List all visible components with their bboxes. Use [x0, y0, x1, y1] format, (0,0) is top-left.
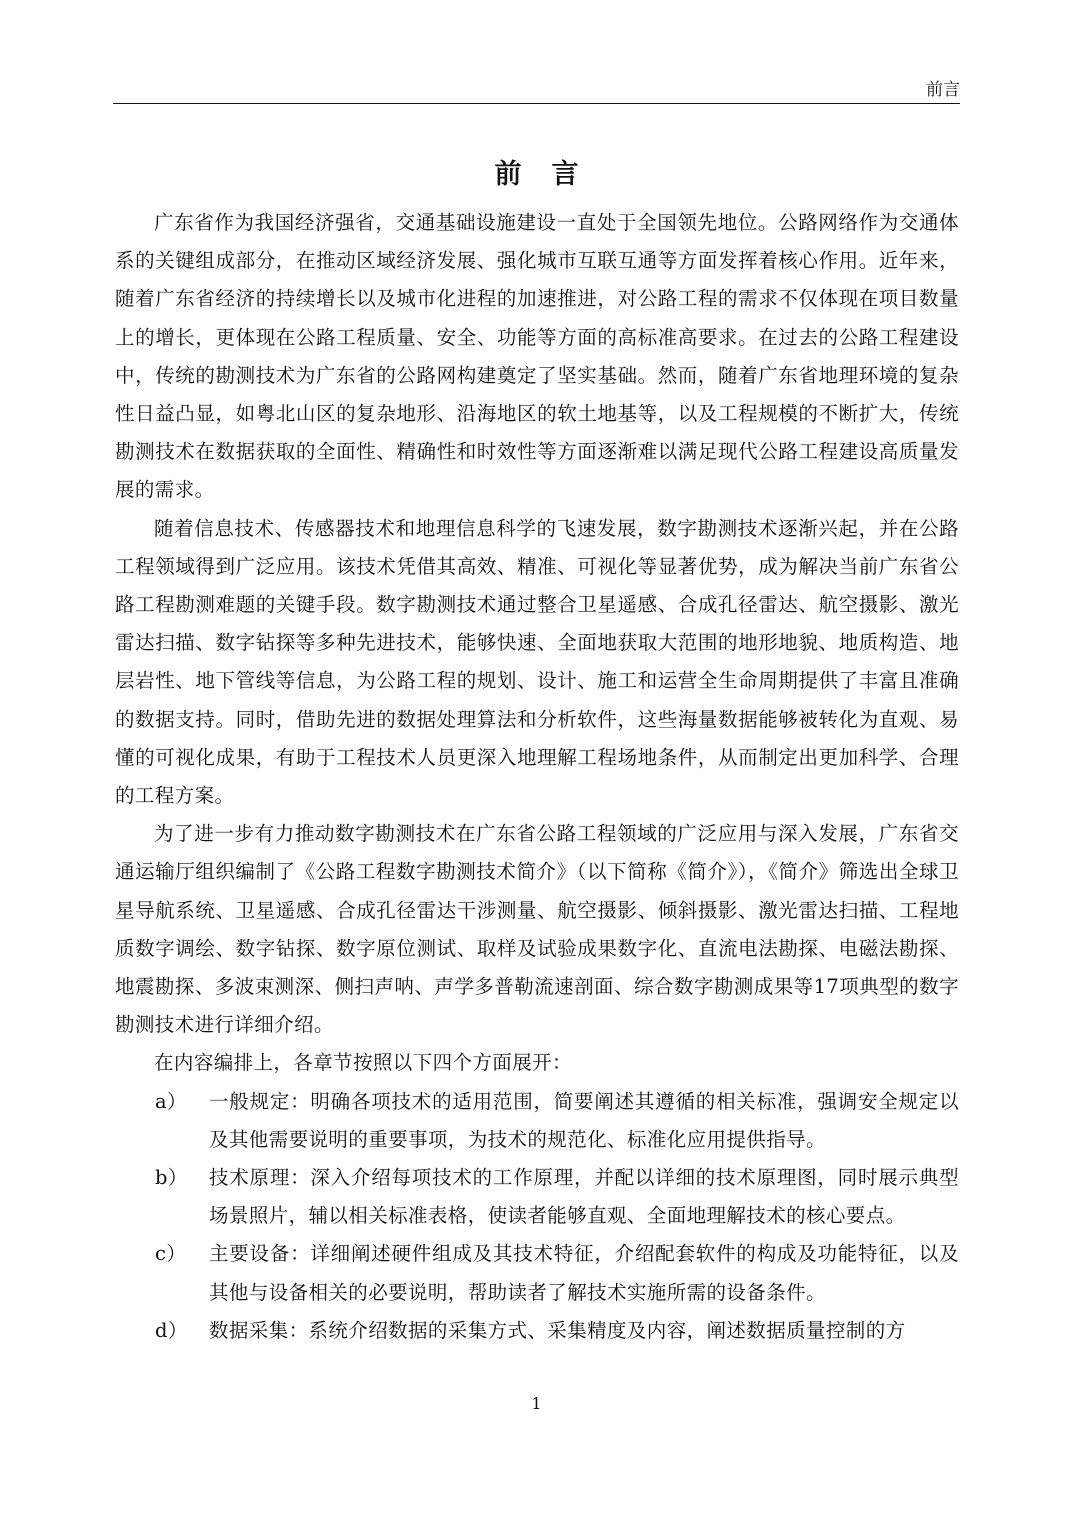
list-marker: a）	[155, 1089, 187, 1113]
list-item-text: 一般规定：明确各项技术的适用范围，简要阐述其遵循的相关标准，强调安全规定以及其他需要说明的重要事项，为技术的规范化、标准化应用提供指导。	[209, 1089, 959, 1151]
running-header: 前言	[926, 80, 960, 100]
list-item-general-rules	[115, 1083, 959, 1159]
header-divider	[113, 103, 960, 104]
list-marker: c）	[155, 1242, 187, 1266]
paragraph-content-layout: 在内容编排上，各章节按照以下四个方面展开：	[154, 1051, 572, 1075]
page-title: 前言	[494, 159, 609, 190]
list-item-text: 主要设备：详细阐述硬件组成及其技术特征，介绍配套软件的构成及功能特征，以及其他与设备相关的必要说明，帮助读者了解技术实施所需的设备条件。	[209, 1242, 959, 1304]
list-item-main-equipment	[115, 1235, 959, 1311]
body-text	[115, 204, 959, 1350]
list-item-technical-principle	[115, 1159, 959, 1235]
paragraph-intro: 广东省作为我国经济强省，交通基础设施建设一直处于全国领先地位。公路网络作为交通体系的关键组成部分，在推动区域经济发展、强化城市互联互通等方面发挥着核心作用。近年来，随着广东省经济的持续增长以及城市化进程的加速推进，对公路工程的需求不仅体现在项目数量上的增长，更体现在公路工程质量、安全、功能等方面的高标准高要求。在过去的公路工程建设中，传统的勘测技术为广东省的公路网构建奠定了坚实基础。然而，随着广东省地理环境的复杂性日益凸显，如粤北山区的复杂地形、沿海地区的软土地基等，以及工程规模的不断扩大，传统勘测技术在数据获取的全面性、精确性和时效性等方面逐渐难以满足现代公路工程建设高质量发展的需求。	[115, 211, 959, 502]
page-number: 1	[531, 1394, 542, 1413]
paragraph-compilation: 为了进一步有力推动数字勘测技术在广东省公路工程领域的广泛应用与深入发展，广东省交通运输厅组织编制了《公路工程数字勘测技术简介》（以下简称《简介》），《简介》筛选出全球卫星导航系统、卫星遥感、合成孔径雷达干涉测量、航空摄影、倾斜摄影、激光雷达扫描、工程地质数字调绘、数字钻探、数字原位测试、取样及试验成果数字化、直流电法勘探、电磁法勘探、地震勘探、多波束测深、侧扫声呐、声学多普勒流速剖面、综合数字勘测成果等17项典型的数字勘测技术进行详细介绍。	[115, 822, 959, 1037]
list-item-text: 技术原理：深入介绍每项技术的工作原理，并配以详细的技术原理图，同时展示典型场景照片，辅以相关标准表格，使读者能够直观、全面地理解技术的核心要点。	[209, 1166, 959, 1228]
list-item-text: 数据采集：系统介绍数据的采集方式、采集精度及内容，阐述数据质量控制的方	[209, 1318, 906, 1342]
list-item-data-collection	[115, 1312, 959, 1350]
list-marker: b）	[155, 1166, 188, 1190]
list-marker: d）	[155, 1318, 188, 1342]
paragraph-digital-survey: 随着信息技术、传感器技术和地理信息科学的飞速发展，数字勘测技术逐渐兴起，并在公路工程领域得到广泛应用。该技术凭借其高效、精准、可视化等显著优势，成为解决当前广东省公路工程勘测难题的关键手段。数字勘测技术通过整合卫星遥感、合成孔径雷达、航空摄影、激光雷达扫描、数字钻探等多种先进技术，能够快速、全面地获取大范围的地形地貌、地质构造、地层岩性、地下管线等信息，为公路工程的规划、设计、施工和运营全生命周期提供了丰富且准确的数据支持。同时，借助先进的数据处理算法和分析软件，这些海量数据能够被转化为直观、易懂的可视化成果，有助于工程技术人员更深入地理解工程场地条件，从而制定出更加科学、合理的工程方案。	[115, 516, 959, 808]
